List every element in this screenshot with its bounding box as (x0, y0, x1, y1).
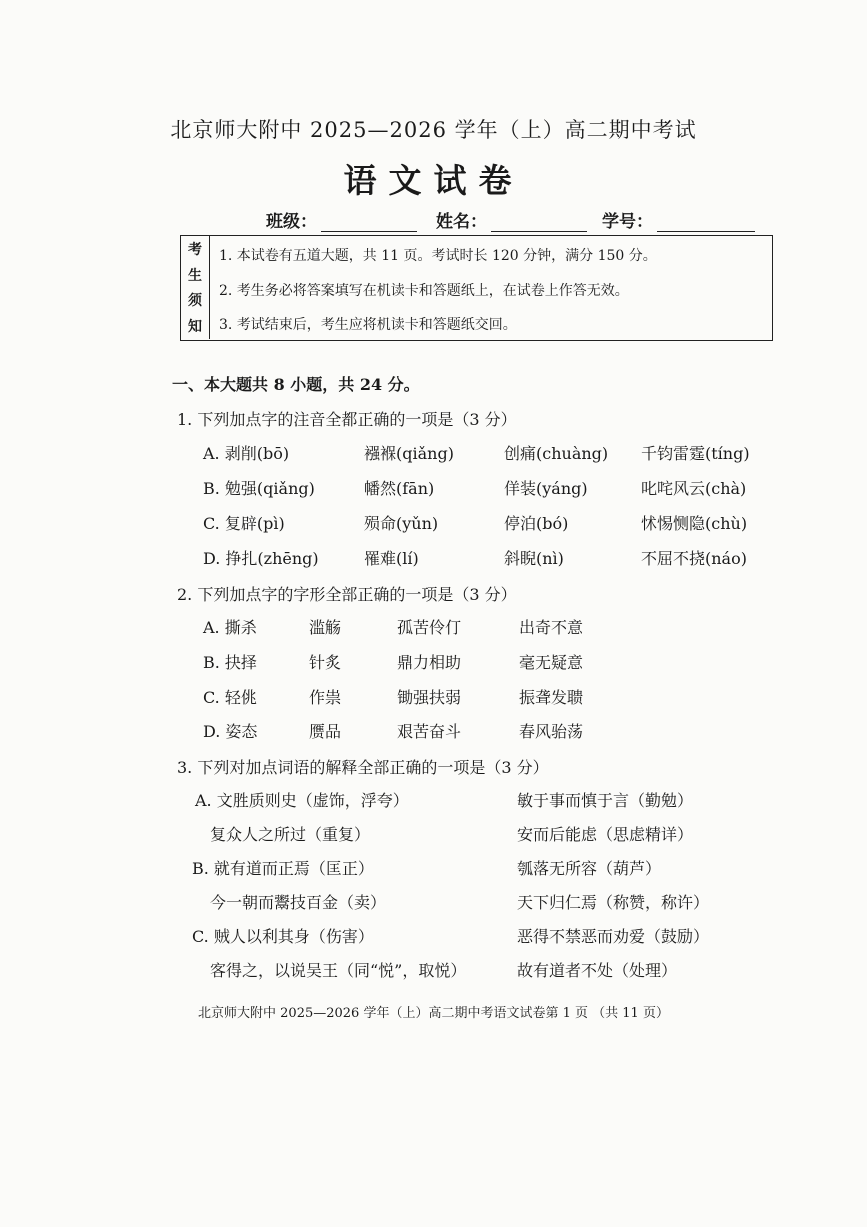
q2-option-c-word-1: C. 轻佻 (203, 688, 257, 707)
q1-option-d-word-3: 斜睨(nì) (504, 549, 564, 568)
q1-option-a-word-1: A. 剥削(bō) (203, 444, 290, 463)
paper-title: 语文试卷 (343, 161, 524, 200)
q1-option-d-word-2: 罹难(lí) (364, 549, 419, 568)
q2-option-b-word-3: 鼎力相助 (397, 653, 462, 672)
q1-option-d-word-4: 不屈不挠(náo) (641, 549, 747, 568)
section-1-header: 一、本大题共 8 小题，共 24 分。 (172, 375, 420, 394)
q1-option-b-word-2: 幡然(fān) (364, 479, 435, 498)
class-field (266, 207, 417, 232)
question-3-stem: 3. 下列对加点词语的解释全部正确的一项是（3 分） (177, 758, 549, 777)
q1-option-b-word-3: 佯装(yáng) (504, 479, 588, 498)
notice-line: 3. 考试结束后，考生应将机读卡和答题纸交回。 (219, 317, 517, 333)
q2-option-a-word-4: 出奇不意 (519, 618, 584, 637)
notice-line: 1. 本试卷有五道大题，共 11 页。考试时长 120 分钟，满分 150 分。 (219, 248, 657, 264)
q2-option-d-word-2: 赝品 (309, 722, 342, 741)
q3-option-a-right: 敏于事而慎于言（勤勉） (517, 791, 694, 810)
question-1-stem: 1. 下列加点字的注音全都正确的一项是（3 分） (177, 410, 517, 429)
q3-option-c2-left: 客得之，以说吴王（同“悦”，取悦） (210, 961, 467, 980)
name-label: 姓名： (436, 212, 487, 232)
notice-line: 2. 考生务必将答案填写在机读卡和答题纸上，在试卷上作答无效。 (219, 283, 629, 299)
q2-option-a-word-1: A. 撕杀 (203, 618, 257, 637)
q3-option-c-left: C. 贼人以利其身（伤害） (192, 927, 374, 946)
q1-option-b-word-4: 叱咤风云(chà) (641, 479, 747, 498)
q1-option-a-word-4: 千钧雷霆(tíng) (641, 444, 750, 463)
notice-label-char: 知 (188, 319, 202, 336)
q3-option-b2-left: 今一朝而鬻技百金（卖） (210, 893, 387, 912)
q1-option-c-word-4: 怵惕恻隐(chù) (641, 514, 748, 533)
q2-option-b-word-1: B. 抉择 (203, 653, 257, 672)
q1-option-a-word-3: 创痛(chuàng) (504, 444, 609, 463)
q2-option-a-word-3: 孤苦伶仃 (397, 618, 462, 637)
q2-option-a-word-2: 滥觞 (309, 618, 342, 637)
q2-option-d-word-4: 春风骀荡 (519, 722, 584, 741)
q3-option-c2-right: 故有道者不处（处理） (517, 961, 678, 980)
exam-notice-box (180, 235, 773, 341)
q2-option-d-word-3: 艰苦奋斗 (397, 722, 462, 741)
school-exam-title: 北京师大附中 2025—2026 学年（上）高二期中考试 (170, 118, 697, 142)
page-footer: 北京师大附中 2025—2026 学年（上）高二期中考语文试卷第 1 页 （共 11 页） (198, 1006, 669, 1021)
q3-option-a2-left: 复众人之所过（重复） (210, 825, 371, 844)
student-id-label: 学号： (602, 212, 653, 232)
class-blank[interactable] (321, 213, 417, 232)
q2-option-c-word-2: 作祟 (309, 688, 342, 707)
q3-option-b-left: B. 就有道而正焉（匡正） (192, 859, 374, 878)
q1-option-b-word-1: B. 勉强(qiǎng) (203, 479, 315, 498)
student-id-field (602, 207, 755, 232)
student-info-row (266, 207, 766, 235)
notice-label-char: 生 (188, 267, 202, 284)
notice-label (181, 236, 210, 339)
q1-option-d-word-1: D. 挣扎(zhēng) (203, 549, 319, 568)
q1-option-c-word-1: C. 复辟(pì) (203, 514, 285, 533)
q1-option-a-word-2: 襁褓(qiǎng) (364, 444, 454, 463)
q3-option-a-left: A. 文胜质则史（虚饰，浮夸） (195, 791, 409, 810)
notice-label-char: 考 (188, 241, 202, 258)
q2-option-c-word-3: 锄强扶弱 (397, 688, 462, 707)
question-2-stem: 2. 下列加点字的字形全部正确的一项是（3 分） (177, 585, 517, 604)
q1-option-c-word-2: 殒命(yǔn) (364, 514, 439, 533)
q3-option-c-right: 恶得不禁恶而劝爱（鼓励） (517, 927, 710, 946)
q2-option-b-word-2: 针炙 (309, 653, 342, 672)
q2-option-c-word-4: 振聋发聩 (519, 688, 584, 707)
q2-option-d-word-1: D. 姿态 (203, 722, 258, 741)
name-field (436, 207, 587, 232)
name-blank[interactable] (491, 213, 587, 232)
notice-label-char: 须 (188, 293, 202, 310)
q3-option-b2-right: 天下归仁焉（称赞，称许） (517, 893, 710, 912)
q3-option-b-right: 瓠落无所容（葫芦） (517, 859, 662, 878)
q1-option-c-word-3: 停泊(bó) (504, 514, 569, 533)
class-label: 班级： (266, 212, 317, 232)
q3-option-a2-right: 安而后能虑（思虑精详） (517, 825, 694, 844)
notice-lines (219, 236, 764, 339)
student-id-blank[interactable] (657, 213, 755, 232)
q2-option-b-word-4: 毫无疑意 (519, 653, 584, 672)
